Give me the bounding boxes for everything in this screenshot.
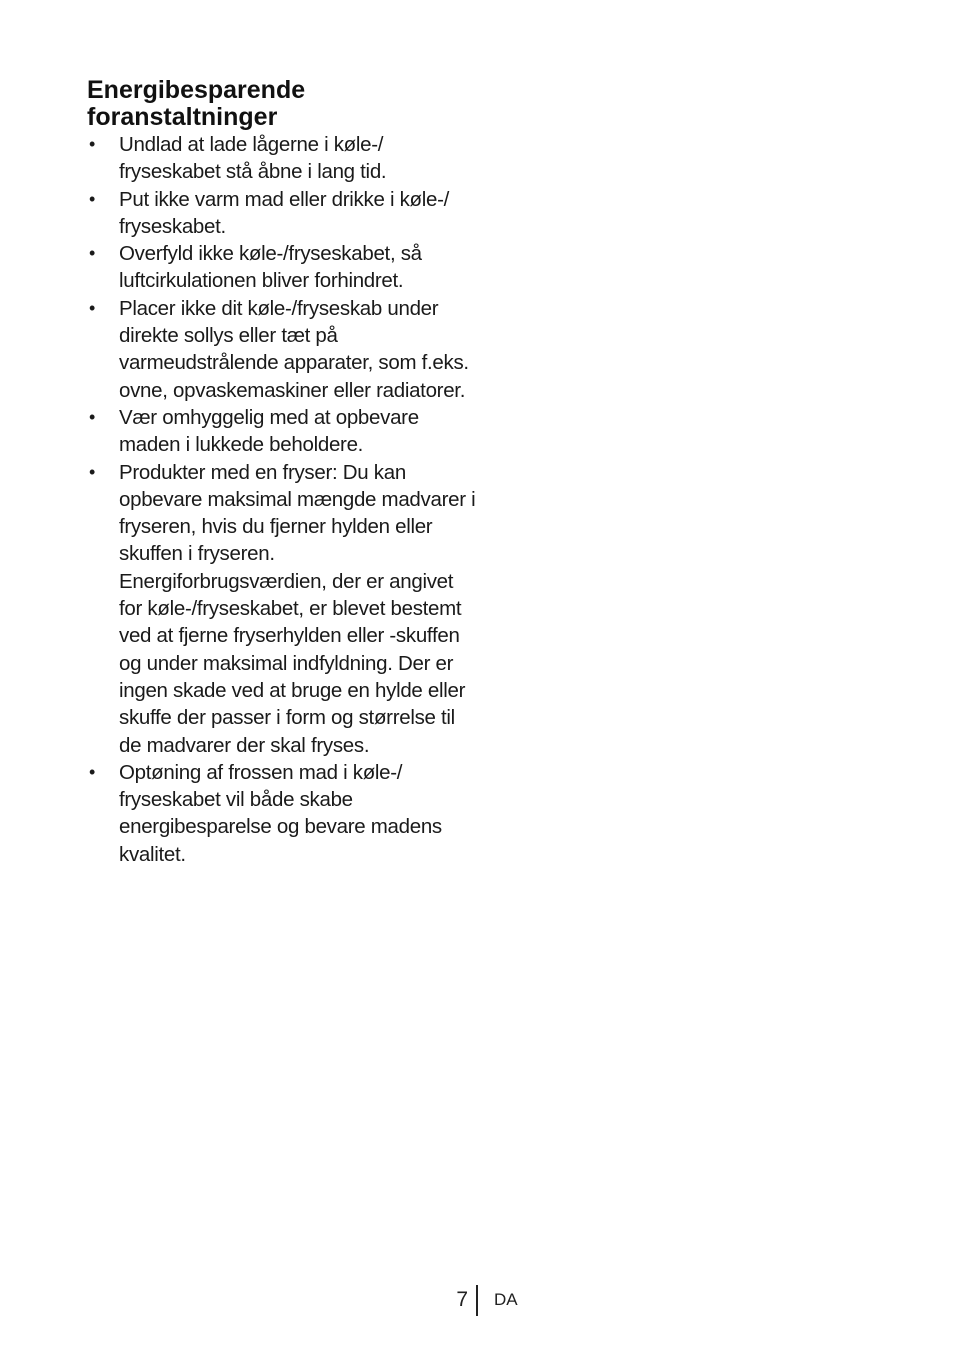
energy-saving-section xyxy=(87,77,487,868)
bullet-icon: • xyxy=(89,243,96,264)
footer-divider xyxy=(476,1285,478,1316)
bullet-icon: • xyxy=(89,406,96,427)
language-code: DA xyxy=(494,1290,518,1309)
energy-tips-list xyxy=(87,131,487,868)
list-item-text: Produkter med en fryser: Du kan opbevare maksimal mængde madvarer i fryseren, hvis du fjerner hylden eller skuffen i fryseren. Energiforbrugsværdien, der er angivet for køle-/fryseskabet, er blevet bestemt ved at fjerne fryserhylden eller -skuffen og under maksimal indfyldning. Der er ingen skade ved at bruge en hylde eller skuffe der passer i form og størrelse til de madvarer der skal fryses. xyxy=(119,460,476,757)
list-item xyxy=(87,295,479,404)
list-item-text: Optøning af frossen mad i køle-/ fryseskabet vil både skabe energibesparelse og bevare madens kvalitet. xyxy=(119,760,442,866)
bullet-icon: • xyxy=(89,297,96,318)
list-item-text: Placer ikke dit køle-/fryseskab under direkte sollys eller tæt på varmeudstrålende apparater, som f.eks. ovne, opvaskemaskiner eller radiatorer. xyxy=(119,296,469,402)
list-item xyxy=(87,759,479,868)
list-item-text: Vær omhyggelig med at opbevare maden i lukkede beholdere. xyxy=(119,405,419,457)
list-item xyxy=(87,186,479,241)
list-item xyxy=(87,459,479,759)
list-item-text: Overfyld ikke køle-/fryseskabet, så luftcirkulationen bliver forhindret. xyxy=(119,242,422,293)
list-item xyxy=(87,404,479,459)
list-item xyxy=(87,240,479,295)
page-number: 7 xyxy=(456,1288,468,1311)
section-heading: Energibesparende foranstaltninger xyxy=(87,76,306,131)
list-item xyxy=(87,131,479,186)
list-item-text: Put ikke varm mad eller drikke i køle-/ fryseskabet. xyxy=(119,187,450,238)
bullet-icon: • xyxy=(89,134,96,154)
list-item-text: Undlad at lade lågerne i køle-/ fryseskabet stå åbne i lang tid. xyxy=(119,133,387,184)
bullet-icon: • xyxy=(89,461,96,482)
bullet-icon: • xyxy=(89,188,96,209)
bullet-icon: • xyxy=(89,761,96,782)
page-footer xyxy=(440,1284,518,1316)
